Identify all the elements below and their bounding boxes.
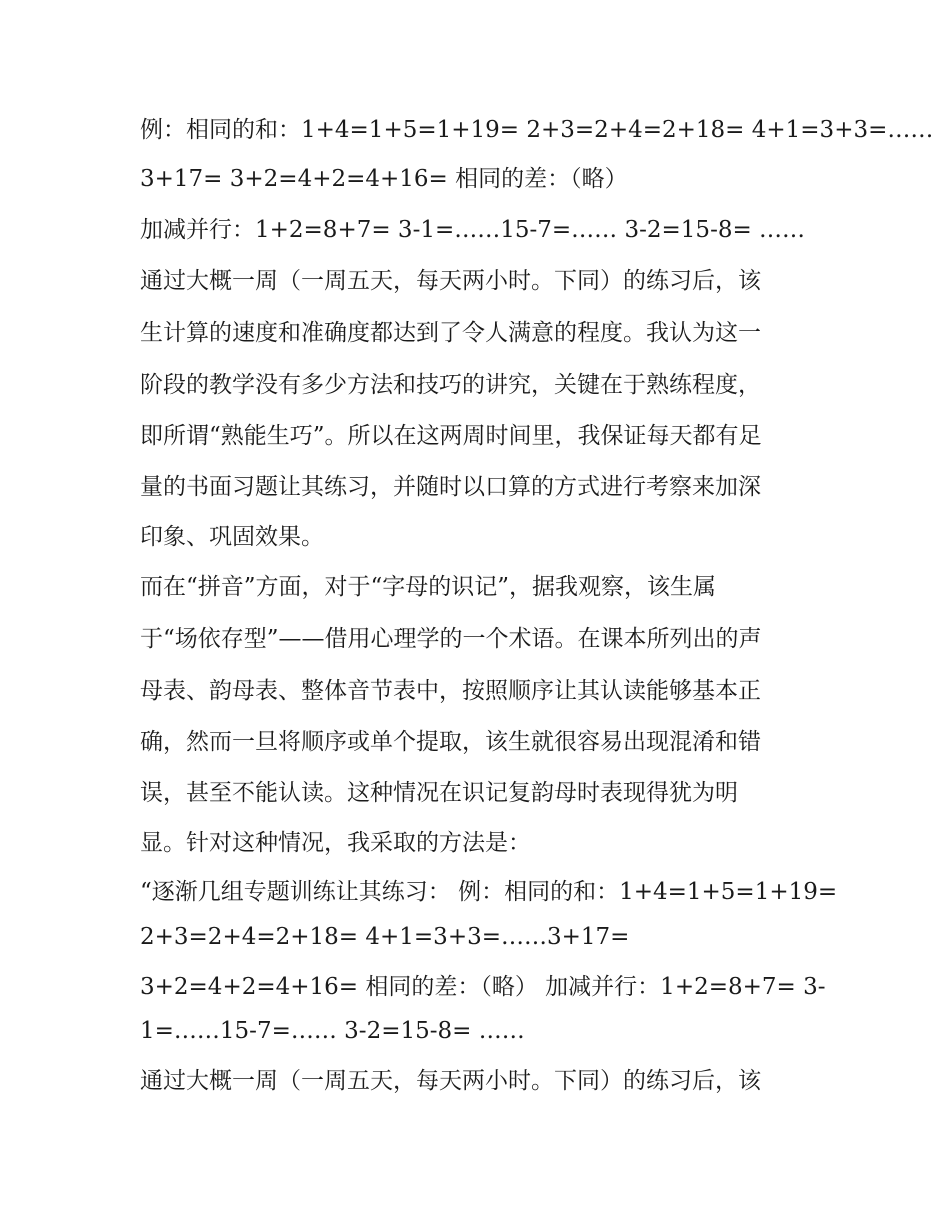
text-line: 显。针对这种情况，我采取的方法是： [140, 830, 531, 856]
text-line: 而在“拼音”方面，对于“字母的识记”，据我观察，该生属 [140, 574, 717, 600]
text-line: 通过大概一周（一周五天，每天两小时。下同）的练习后，该 [140, 268, 761, 294]
text-line: 2+3=2+4=2+18= 4+1=3+3=……3+17= [140, 924, 630, 950]
text-line: 3+2=4+2=4+16= 相同的差：（略） 加减并行：1+2=8+7= 3- [140, 974, 826, 1000]
text-line: 通过大概一周（一周五天，每天两小时。下同）的练习后，该 [140, 1068, 761, 1094]
text-line: 确，然而一旦将顺序或单个提取，该生就很容易出现混淆和错 [140, 729, 761, 755]
text-line: “逐渐几组专题训练让其练习： 例：相同的和：1+4=1+5=1+19= [140, 879, 838, 905]
text-line: 误，甚至不能认读。这种情况在识记复韵母时表现得犹为明 [140, 780, 738, 806]
text-line: 1=……15-7=…… 3-2=15-8= …… [140, 1018, 525, 1044]
text-line: 量的书面习题让其练习，并随时以口算的方式进行考察来加深 [140, 474, 761, 500]
text-line: 印象、巩固效果。 [140, 524, 324, 550]
text-line: 即所谓“熟能生巧”。所以在这两周时间里，我保证每天都有足 [140, 423, 762, 449]
text-line: 3+17= 3+2=4+2=4+16= 相同的差：（略） [140, 166, 628, 192]
text-line: 母表、韵母表、整体音节表中，按照顺序让其认读能够基本正 [140, 678, 761, 704]
text-line: 加减并行：1+2=8+7= 3-1=……15-7=…… 3-2=15-8= …… [140, 217, 806, 243]
text-line: 生计算的速度和准确度都达到了令人满意的程度。我认为这一 [140, 320, 761, 346]
text-line: 阶段的教学没有多少方法和技巧的讲究，关键在于熟练程度， [140, 372, 761, 398]
text-line: 例：相同的和：1+4=1+5=1+19= 2+3=2+4=2+18= 4+1=3+3=…… [140, 117, 934, 143]
text-line: 于“场依存型”——借用心理学的一个术语。在课本所列出的声 [140, 626, 762, 652]
